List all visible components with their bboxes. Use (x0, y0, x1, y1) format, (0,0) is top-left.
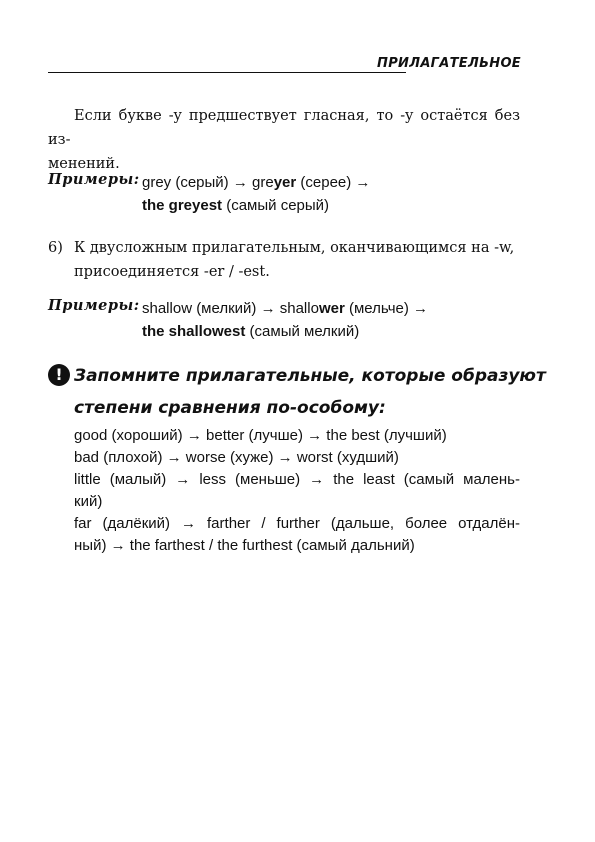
irregular-line: bad (плохой) → worse (хуже) → worst (худший) (74, 449, 399, 466)
paragraph-y-rule (48, 104, 520, 176)
example-line (142, 171, 370, 194)
running-header: ПРИЛАГАТЕЛЬНОЕ (377, 56, 521, 71)
example-suffix: est (200, 197, 223, 214)
example-suffix: wer (318, 300, 345, 317)
rule-item-6 (48, 236, 520, 260)
example-line (142, 297, 428, 320)
exclamation-icon: ! (48, 364, 70, 386)
paragraph-line: Если букве -y предшествует гласная, то -y остаётся без из- (48, 108, 520, 148)
header-rule (48, 72, 406, 73)
example-line (142, 194, 329, 217)
examples-label: Примеры: (48, 297, 140, 314)
paragraph-line: менений. (48, 156, 120, 172)
irregular-line: good (хороший) → better (лучше) → the best (лучший) (74, 427, 447, 444)
item-line: К двусложным прилагательным, оканчивающимся на -w, (74, 240, 515, 256)
example-text: the shallo (142, 323, 213, 340)
item-number: 6) (48, 240, 63, 256)
example-suffix: west (212, 323, 246, 340)
item-line: присоединяется -er / -est. (74, 264, 270, 280)
example-text: (мельче) → (344, 300, 429, 317)
example-text: (серее) → (296, 174, 371, 191)
irregular-line: кий) (74, 493, 103, 510)
examples-label: Примеры: (48, 171, 140, 188)
example-suffix: yer (273, 174, 297, 191)
irregular-line: ный) → the farthest / the furthest (самый дальний) (74, 537, 415, 554)
example-text: (самый серый) (222, 197, 330, 214)
irregular-line: little (малый) → less (меньше) → the least (самый малень- (74, 471, 520, 488)
example-text: (самый мелкий) (245, 323, 360, 340)
irregular-line: far (далёкий) → farther / further (дальше, более отдалён- (74, 515, 520, 532)
example-text: shallow (мелкий) → shallo (142, 300, 319, 317)
example-text: grey (серый) → gre (142, 174, 274, 191)
example-line (142, 320, 359, 343)
example-text: the grey (142, 197, 201, 214)
note-heading: Запомните прилагательные, которые образуют (74, 366, 546, 386)
note-heading: степени сравнения по-особому: (74, 398, 386, 418)
